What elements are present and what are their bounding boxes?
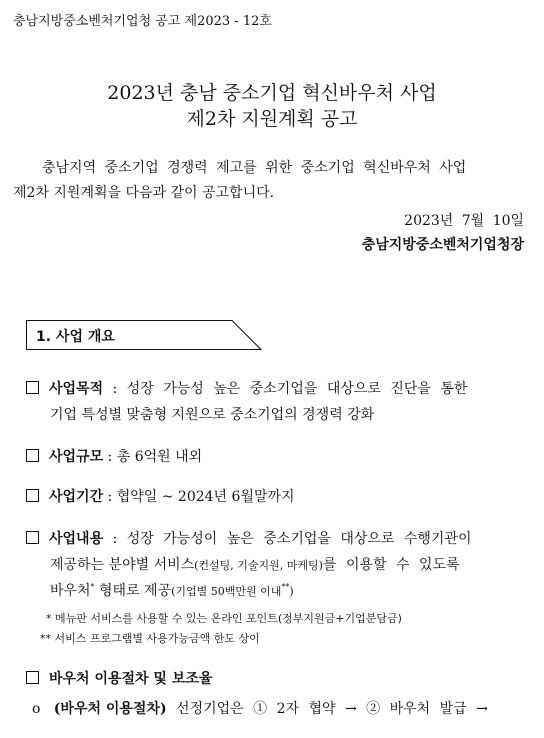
intro-line-1: 충남지역 중소기업 경쟁력 제고를 위한 중소기업 혁신바우처 사업 bbox=[42, 160, 467, 176]
content-text-3d: ) bbox=[289, 585, 294, 598]
purpose-text-2: 기업 특성별 맞춤형 지원으로 중소기업의 경쟁력 강화 bbox=[50, 407, 375, 423]
scale-text: : 총 6억원 내외 bbox=[103, 449, 203, 465]
voucher-heading-item bbox=[26, 668, 212, 688]
purpose-label: 사업목적 bbox=[49, 381, 104, 397]
content-item bbox=[26, 528, 472, 548]
content-text-3c: (기업별 50백만원 이내 bbox=[171, 585, 282, 598]
scale-label: 사업규모 bbox=[49, 449, 104, 465]
content-text-2b: (컨설팅, 기술지원, 마케팅) bbox=[194, 559, 323, 572]
footnote-marker-2: ** bbox=[281, 582, 290, 592]
checkbox-square-icon bbox=[26, 531, 39, 544]
announcement-date: 2023년 7월 10일 bbox=[404, 213, 524, 229]
checkbox-square-icon bbox=[26, 449, 39, 462]
purpose-item bbox=[26, 378, 467, 398]
content-text-3b: 형태로 제공 bbox=[94, 583, 172, 599]
procedure-text: 선정기업은 ① 2자 협약 → ② 바우처 발급 → bbox=[166, 701, 488, 717]
procedure-item bbox=[32, 698, 488, 718]
period-label: 사업기간 bbox=[49, 489, 104, 505]
footnote-2: ** 서비스 프로그램별 사용가능금액 한도 상이 bbox=[40, 632, 260, 645]
voucher-heading: 바우처 이용절차 및 보조율 bbox=[49, 671, 213, 687]
purpose-text: : 성장 가능성 높은 중소기업을 대상으로 진단을 통한 bbox=[103, 381, 468, 397]
footnote-1: * 메뉴판 서비스를 사용할 수 있는 온라인 포인트(정부지원금+기업분담금) bbox=[46, 612, 402, 625]
period-item bbox=[26, 486, 295, 506]
issuing-organization: 충남지방중소벤처기업청장 bbox=[361, 237, 524, 253]
intro-line-2: 제2차 지원계획을 다음과 같이 공고합니다. bbox=[13, 185, 275, 201]
document-subtitle: 제2차 지원계획 공고 bbox=[186, 108, 358, 130]
checkbox-square-icon bbox=[26, 381, 39, 394]
checkbox-square-icon bbox=[26, 671, 39, 684]
content-text: : 성장 가능성이 높은 중소기업을 대상으로 수행기관이 bbox=[103, 531, 472, 547]
section-header-box bbox=[26, 320, 262, 350]
content-text-2 bbox=[50, 554, 460, 574]
announcement-number: 충남지방중소벤처기업청 공고 제2023 - 12호 bbox=[13, 14, 272, 29]
circle-bullet-icon: o bbox=[32, 701, 41, 717]
content-label: 사업내용 bbox=[49, 531, 104, 547]
period-text: : 협약일 ~ 2024년 6월말까지 bbox=[103, 489, 295, 505]
content-text-2a: 제공하는 분야별 서비스 bbox=[50, 557, 195, 573]
section-title: 1. 사업 개요 bbox=[36, 329, 115, 345]
content-text-3a: 바우처 bbox=[50, 583, 91, 599]
content-text-3 bbox=[50, 580, 294, 600]
procedure-label: (바우처 이용절차) bbox=[53, 701, 167, 717]
footnote-marker: * bbox=[90, 582, 95, 592]
content-text-2c: 를 이용할 수 있도록 bbox=[322, 557, 460, 573]
document-title: 2023년 충남 중소기업 혁신바우처 사업 bbox=[107, 82, 437, 104]
checkbox-square-icon bbox=[26, 489, 39, 502]
scale-item bbox=[26, 446, 202, 466]
